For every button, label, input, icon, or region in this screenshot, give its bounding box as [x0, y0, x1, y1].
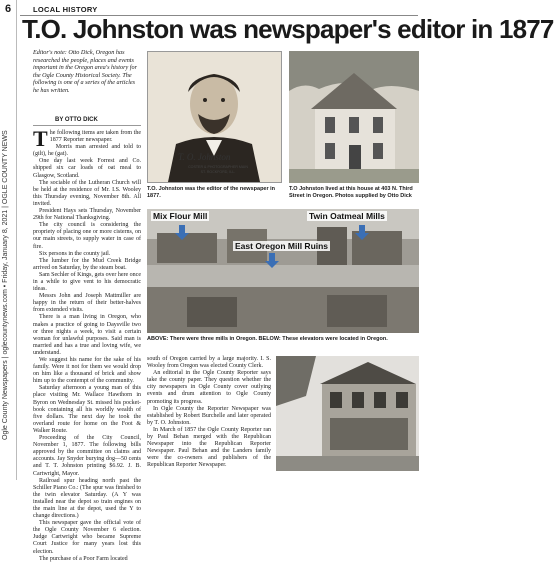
house-caption: T.O Johnston lived at this house at 403 N. Third Street in Oregon. Photos supplied by Otto Dick: [289, 186, 413, 199]
article-paragraph: Saturday afternoon a young man of this place visiting Mr. Wallace Hawthorn in Byron on Wednesday St. missed his pocket-book containing all his worldly wealth of five dollars. The next day he took the overland route for home on the Foot & Walker Route.: [33, 385, 141, 434]
article-paragraph: In Ogle County the Reporter Newspaper was established by Robert Burchelle and later operated by T. O. Johnston.: [147, 405, 271, 426]
mills-caption: ABOVE: There were three mills in Oregon. BELOW: These elevators were located in Oregon.: [147, 336, 388, 342]
article-paragraph: The city council is considering the propriety of placing one or more cisterns, on our main streets, to supply water in case of fire.: [33, 222, 141, 250]
article-paragraph: President Hays sets Thursday, November 29th for National Thanksgiving.: [33, 208, 141, 222]
page-number: 6: [4, 3, 12, 15]
drop-cap: T: [33, 126, 48, 151]
byline-divider: [33, 125, 141, 126]
section-label: LOCAL HISTORY: [33, 5, 98, 14]
page-sidebar: [0, 0, 17, 480]
article-paragraph: The following items are taken from the 1877 Reporter newspaper.: [33, 126, 141, 151]
article-paragraph: Messrs John and Joseph Mattmiller are happy in the return of their better-halves from extended visits.: [33, 293, 141, 314]
article-paragraph: Morris man arrested and told to (gilt), he (gat).: [33, 144, 141, 158]
article-column-1: [33, 126, 141, 562]
article-paragraph: Railroad spur heading north past the Schiller Piano Co.: (The spur was finished to the twin elevator Saturday. (A Y was installed near the depot so train engines on the main line at the depot, used the Y to change directions.): [33, 477, 141, 520]
article-paragraph: We suggest his name for the sake of his family. Were it not for them we would drop on him like a thousand of brick and show him up to the contempt of the community.: [33, 357, 141, 385]
article-paragraph: This newspaper gave the official vote of the Ogle County November 6 election. Judge Cartwright who became Supreme Court Justice for many years lost this election.: [33, 520, 141, 555]
article-paragraph: The purchase of a Poor Farm located: [39, 555, 128, 562]
article-paragraph: An editorial in the Ogle County Reporter says take the county paper. They question whether the city newspapers in Ogle County cover outlying events and drum attention to Ogle County promoting its progress.: [147, 370, 271, 405]
byline: BY OTTO DICK: [55, 117, 98, 123]
building-illustration: [276, 356, 419, 471]
article-paragraph: One day last week Forrest and Co. shipped six car loads of oat meal to Glasgow, Scotland.: [33, 158, 141, 179]
article-paragraph: In March of 1857 the Ogle County Reporter ran by Paul Behan merged with the Republican Newspaper into the Republican Reporter Newspaper. Paul Behan and the Landers family were the co-owners and publishers of the Republican Reporter Newspaper.: [147, 426, 271, 469]
label-twin-oatmeal-mills: Twin Oatmeal Mills: [309, 211, 385, 221]
mills-illustration: [147, 209, 419, 333]
portrait-credit: COSTER & PHOTOGRAPHER MAIN ST. ROCKFORD, ILL.: [188, 165, 248, 174]
portrait-signature: T. O. Johnston: [178, 152, 231, 162]
house-illustration: [289, 51, 419, 183]
portrait-caption: T.O. Johnston was the editor of the newspaper in 1877.: [147, 186, 276, 199]
house-photo: [289, 51, 419, 183]
article-paragraph: Proceeding of the City Council, November 1, 1877. The following bills approved by the committee on claims and accounts. Jay Snyder burying dog—50 cents and T. T. Johnston printing $6.92. J. B. Cartwright, Mayor.: [33, 435, 141, 477]
article-paragraph: Six persons in the county jail.: [39, 250, 111, 257]
article-paragraph: There is a man living in Oregon, who makes a practice of going to Daysville two or three nights a week, to visit a certain woman for unlawful purposes. Said man is married and has a true and loving wife, we understand.: [33, 314, 141, 356]
editor-note: Editor's note: Otto Dick, Oregon has researched the people, places and events important in the Oregon area's history for the Ogle County Historical Society. The following is one of a series of the articles he has written.: [33, 49, 137, 94]
label-east-oregon-mill-ruins: East Oregon Mill Ruins: [235, 241, 329, 251]
label-mix-flour-mill: Mix Flour Mill: [153, 211, 208, 221]
portrait-illustration: [148, 52, 281, 182]
article-paragraph: south of Oregon carried by a large majority. I. S. Wooley from Oregon was elected County Clerk.: [147, 356, 271, 370]
sidebar-publication-line: Ogle County Newspapers | oglecountynews.com • Friday, January 8, 2021 | OGLE COUNTY NEWS: [2, 130, 9, 440]
article-paragraph: The lumber for the Mud Creek Bridge arrived on Saturday, by the steam boat.: [33, 257, 141, 271]
article-paragraph: The sociable of the Lutheran Church will be held at the residence of Mr. I.S. Wooley this Thursday evening, November 8th. All invited.: [33, 179, 141, 207]
headline: T.O. Johnston was newspaper's editor in 1877: [22, 14, 554, 44]
portrait-photo: [147, 51, 282, 183]
article-paragraph: Sam Sechler of Kings, gets over here once in a while to give vent to his democratic ideas.: [33, 271, 141, 293]
article-column-2: [147, 356, 271, 480]
mills-photo: [147, 209, 419, 333]
newspaper-building-photo: [276, 356, 419, 471]
